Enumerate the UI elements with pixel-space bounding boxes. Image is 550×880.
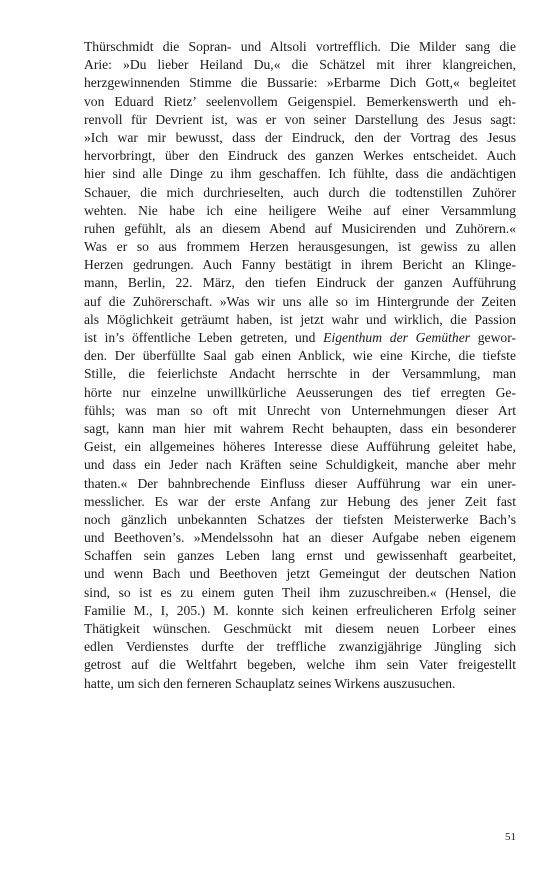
text-line: Schauer, die mich durchrieselten, auch durch die todtenstillen Zuhörer [84, 184, 516, 200]
text-run: ist in’s öffentliche Leben getreten, und [84, 330, 324, 345]
text-line: hervorbringt, über den Eindruck des ganzen Werkes entscheidet. Auch [84, 148, 516, 164]
text-line: sind, so ist es zu einem guten Theil ihm zuzuschreiben.« (Hensel, die [84, 584, 516, 600]
text-line: fühls; was man so oft mit Unrecht von Unternehmungen dieser Art [84, 402, 516, 418]
text-line: herzgewinnenden Stimme die Bussarie: »Erbarme Dich Gott,« begleitet [84, 75, 516, 91]
italic-phrase: Eigenthum der Gemüther [323, 330, 471, 345]
text-line: renvoll für Devrient ist, was er von seiner Darstellung des Jesus sagt: [84, 111, 516, 127]
body-text [84, 38, 516, 693]
text-run: gewor- [470, 330, 516, 345]
text-line: Herzen gedrungen. Auch Fanny bestätigt in ihrem Bericht an Klinge- [84, 257, 516, 273]
text-line: von Eduard Rietz’ seelenvollem Geigenspiel. Bemerkenswerth und eh- [84, 93, 516, 109]
text-line: Was er so aus frommem Herzen herausgesungen, ist gewiss zu allen [84, 239, 516, 255]
text-line: Thätigkeit wünschen. Geschmückt mit diesem neuen Lorbeer eines [84, 621, 516, 636]
text-line: hatte, um sich den ferneren Schauplatz seines Wirkens auszusuchen. [84, 675, 456, 691]
text-line [84, 329, 516, 347]
text-line: Thürschmidt die Sopran- und Altsoli vortrefflich. Die Milder sang die [84, 39, 516, 54]
text-line: als Möglichkeit geträumt haben, ist jetzt wahr und wirklich, die Passion [84, 311, 516, 327]
text-line: und dass ein Jeder nach Kräften seine Schuldigkeit, manche aber mehr [84, 457, 516, 473]
text-line: edlen Verdienstes durfte der treffliche zwanzigjährige Jüngling sich [84, 639, 516, 655]
text-line: getrost auf die Weltfahrt begeben, welche ihm sein Vater freigestellt [84, 657, 516, 673]
text-line: Schaffen sein ganzes Leben lang ernst und gewissenhaft gearbeitet, [84, 548, 516, 564]
text-line: wehten. Nie habe ich eine heiligere Weihe auf einer Versammlung [84, 202, 516, 218]
text-line: noch gänzlich unbekannten Schatzes der tiefsten Meisterwerke Bach’s [84, 511, 516, 527]
text-line: hörte nur einzelne unwillkürliche Aeusserungen des tief erregten Ge- [84, 384, 516, 400]
page-number: 51 [505, 831, 516, 843]
text-line: Arie: »Du lieber Heiland Du,« die Schätzel mit ihrer klangreichen, [84, 57, 516, 73]
text-line: sagt, kann man hier mit wahrem Recht behaupten, dass ein besonderer [84, 420, 516, 436]
text-line: Familie M., I, 205.) M. konnte sich keinen erfreulicheren Erfolg seiner [84, 602, 516, 618]
text-line: Stille, die feierlichste Andacht herrschte in der Versammlung, man [84, 366, 516, 382]
text-line: auf die Zuhörerschaft. »Was wir uns alle so im Hintergrunde der Zeiten [84, 293, 516, 309]
text-line: »Ich war mir bewusst, dass der Eindruck, den der Vortrag des Jesus [84, 129, 516, 145]
text-line: den. Der überfüllte Saal gab einen Anblick, wie eine Kirche, die tiefste [84, 348, 516, 364]
text-line: messlicher. Es war der erste Anfang zur Hebung des jener Zeit fast [84, 493, 516, 509]
text-line: mann, Berlin, 22. März, den tiefen Eindruck der ganzen Aufführung [84, 275, 516, 291]
text-line: Geist, ein allgemeines höheres Interesse diese Aufführung geleitet habe, [84, 439, 516, 455]
text-line: hier sind alle Dinge zu ihm geschaffen. Ich fühlte, dass die andächtigen [84, 166, 516, 182]
text-line: und wenn Bach und Beethoven jetzt Gemeingut der deutschen Nation [84, 566, 516, 582]
text-line: und Beethoven’s. »Mendelssohn hat an dieser Aufgabe neben eigenem [84, 530, 516, 546]
text-line: thaten.« Der bahnbrechende Einfluss dieser Aufführung war ein uner- [84, 475, 516, 491]
text-line: ruhen gefühlt, als an diesem Abend auf Musicirenden und Zuhörern.« [84, 220, 516, 236]
